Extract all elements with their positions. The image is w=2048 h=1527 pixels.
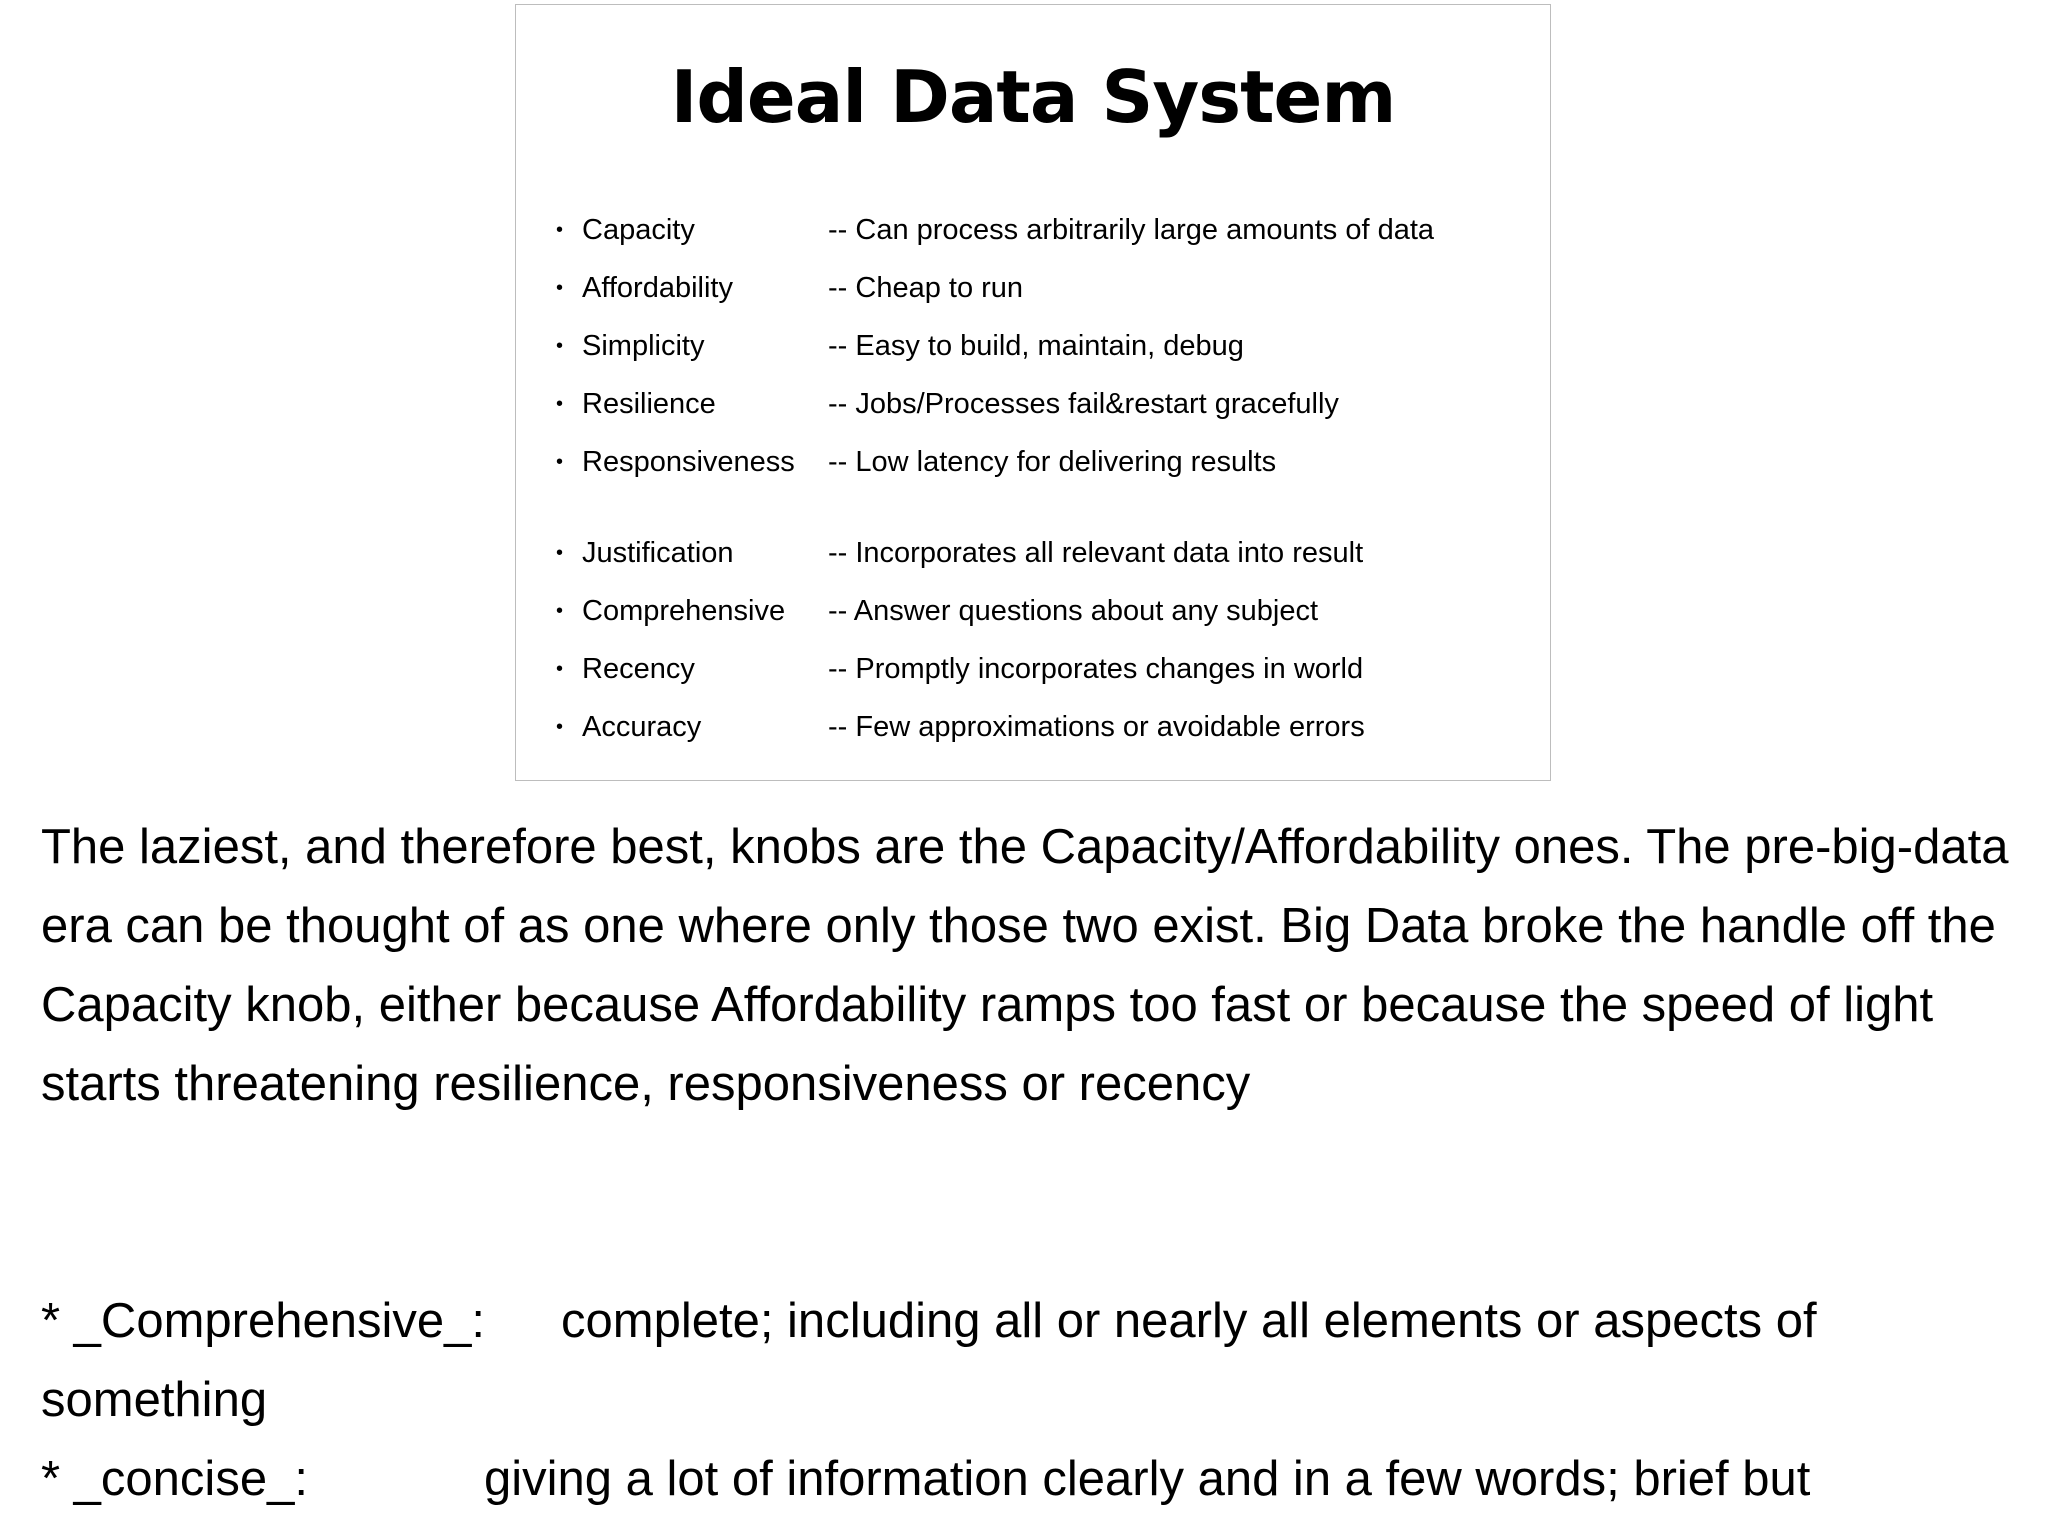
bullet-icon: • [556, 335, 564, 357]
bullet-description: -- Promptly incorporates changes in world [828, 653, 1364, 685]
bullet-description: -- Answer questions about any subject [828, 595, 1319, 627]
bullet-description: -- Few approximations or avoidable errors [828, 711, 1365, 743]
definition-list [41, 1282, 2026, 1519]
bullet-term: Simplicity [582, 330, 705, 362]
definition-term: * _concise_: [41, 1452, 308, 1506]
bullet-term: Recency [582, 653, 695, 685]
bullet-term: Responsiveness [582, 446, 795, 478]
bullet-term: Resilience [582, 388, 716, 420]
list-item [556, 377, 1434, 435]
definition-text: giving a lot of information clearly and in a few words; brief but [484, 1452, 1811, 1506]
definition-term: * _Comprehensive_: [41, 1294, 485, 1348]
bullet-description: -- Low latency for delivering results [828, 446, 1277, 478]
bullet-term: Capacity [582, 214, 695, 246]
bullet-icon: • [556, 219, 564, 241]
body-paragraph: The laziest, and therefore best, knobs are the Capacity/Affordability ones. The pre-big-data era can be thought of as one where only those two exist. Big Data broke the handle off the Capacity knob, either because Affordability ramps too fast or because the speed of light starts threatening resilience, responsiveness or recency [41, 820, 2009, 1111]
bullet-icon: • [556, 600, 564, 622]
bullet-list [556, 203, 1434, 758]
list-item [556, 435, 1434, 493]
definition-text: complete; including all or nearly all elements or aspects of [561, 1294, 1817, 1348]
bullet-description: -- Can process arbitrarily large amounts of data [828, 214, 1435, 246]
bullet-icon: • [556, 658, 564, 680]
list-item [556, 203, 1434, 261]
bullet-description: -- Jobs/Processes fail&restart gracefully [828, 388, 1339, 420]
definition-item [41, 1440, 2026, 1519]
bullet-description: -- Cheap to run [828, 272, 1024, 304]
bullet-term: Accuracy [582, 711, 702, 743]
slide-panel [515, 4, 1551, 781]
list-item [556, 319, 1434, 377]
bullet-icon: • [556, 542, 564, 564]
bullet-description: -- Easy to build, maintain, debug [828, 330, 1244, 362]
bullet-term: Justification [582, 537, 734, 569]
bullet-term: Comprehensive [582, 595, 786, 627]
list-item [556, 584, 1434, 642]
bullet-icon: • [556, 393, 564, 415]
bullet-icon: • [556, 277, 564, 299]
bullet-icon: • [556, 451, 564, 473]
list-item [556, 526, 1434, 584]
list-item [556, 642, 1434, 700]
definition-continuation: something [41, 1373, 268, 1427]
slide-title: Ideal Data System [670, 55, 1396, 139]
list-item [556, 261, 1434, 319]
bullet-term: Affordability [582, 272, 733, 304]
bullet-icon: • [556, 716, 564, 738]
list-item [556, 700, 1434, 758]
bullet-description: -- Incorporates all relevant data into result [828, 537, 1364, 569]
definition-item [41, 1282, 2026, 1440]
